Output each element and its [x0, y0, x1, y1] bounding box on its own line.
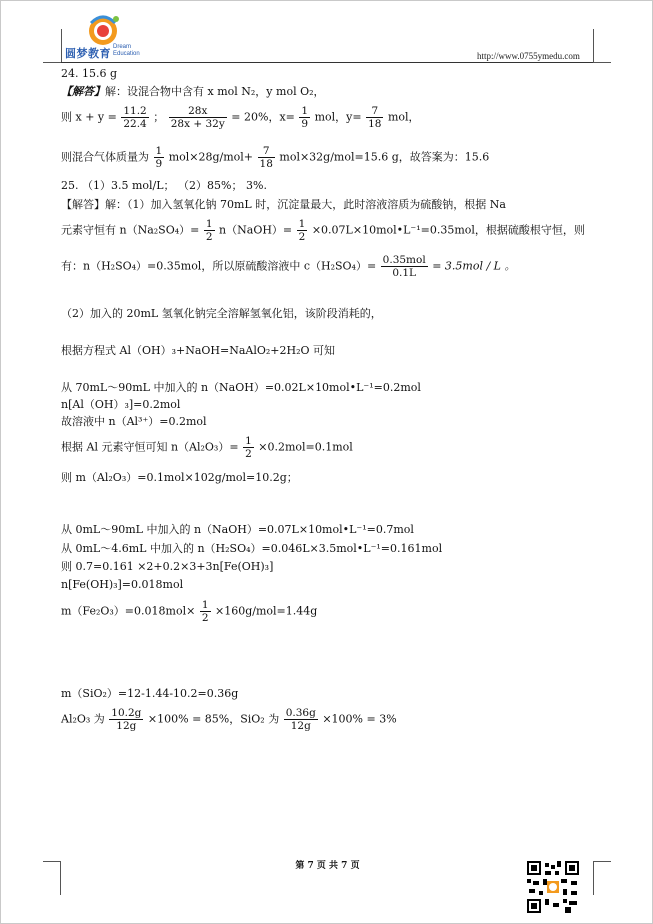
- numerator: 11.2: [123, 105, 147, 117]
- calc-line: 则 m（Al₂O₃）=0.1mol×102g/mol=10.2g；: [61, 471, 298, 484]
- text: ×0.2mol=0.1mol: [258, 440, 353, 454]
- numerator: 7: [258, 145, 275, 158]
- crop-mark: [43, 62, 61, 63]
- fraction: [109, 707, 143, 732]
- denominator: 28x + 32y: [170, 118, 225, 130]
- fraction: [297, 218, 308, 243]
- denominator: 12g: [290, 720, 311, 732]
- calc-line: [61, 435, 353, 460]
- calc-line: 从 0mL～4.6mL 中加入的 n（H₂SO₄）=0.046L×3.5mol•L⁻¹=0.161mol: [61, 542, 443, 555]
- logo-sub-line: Dream: [113, 44, 132, 50]
- fraction: [169, 105, 227, 130]
- calc-line: n[Al（OH）₃]=0.2mol: [61, 398, 181, 411]
- text: 有：n（H₂SO₄）=0.35mol，所以原硫酸溶液中 c（H₂SO₄）=: [61, 259, 377, 273]
- solution-24-intro: [61, 85, 325, 99]
- text: Al₂O₃ 为: [61, 712, 105, 726]
- solution-25-line1: 【解答】解：（1）加入氢氧化钠 70mL 时，沉淀量最大，此时溶液溶质为硫酸钠，根据 Na: [61, 198, 506, 211]
- calc-line: 则 0.7=0.161 ×2+0.2×3+3n[Fe(OH)₃]: [61, 560, 274, 573]
- fraction: [121, 105, 148, 130]
- numerator: 7: [366, 105, 383, 118]
- crop-mark: [593, 62, 611, 63]
- fraction: [284, 707, 318, 732]
- solution-25-line3: [61, 254, 515, 279]
- mass-line: [61, 145, 489, 170]
- text: ×100% = 3%: [322, 712, 397, 726]
- result-line: [61, 707, 397, 732]
- text: ；: [153, 110, 165, 124]
- denominator: 18: [259, 158, 273, 170]
- numerator: 0.35mol: [382, 254, 426, 266]
- text: mol，: [387, 110, 420, 124]
- fraction: [381, 254, 428, 279]
- denominator: 2: [298, 231, 306, 243]
- denominator: 2: [201, 612, 209, 624]
- fraction: [154, 145, 165, 170]
- numerator: 28x: [169, 105, 227, 118]
- denominator: 22.4: [123, 118, 147, 130]
- header-url[interactable]: http://www.0755ymedu.com: [477, 51, 580, 61]
- calc-line: [61, 599, 317, 624]
- denominator: 0.1L: [392, 267, 417, 279]
- text: ×160g/mol=1.44g: [215, 604, 318, 618]
- denominator: 18: [368, 118, 382, 130]
- numerator: 1: [301, 105, 309, 117]
- text: = 3.5mol / L 。: [432, 259, 516, 273]
- part2-intro: （2）加入的 20mL 氢氧化钠完全溶解氢氧化铝，该阶段消耗的，: [61, 307, 382, 320]
- numerator: 1: [245, 435, 252, 447]
- fraction: [366, 105, 383, 130]
- denominator: 12g: [116, 720, 137, 732]
- logo-subtitle: [113, 44, 140, 58]
- crop-mark: [43, 29, 62, 63]
- denominator: 9: [155, 158, 163, 170]
- text: n（NaOH）=: [219, 223, 293, 237]
- numerator: 1: [201, 599, 209, 611]
- numerator: 0.36g: [285, 707, 316, 719]
- equation-line: [61, 105, 420, 130]
- numerator: 1: [205, 218, 213, 230]
- logo-sub-line: Education: [113, 51, 140, 57]
- calc-line: 从 70mL～90mL 中加入的 n（NaOH）=0.02L×10mol•L⁻¹=0.2mol: [61, 381, 421, 394]
- calc-line: n[Fe(OH)₃]=0.018mol: [61, 578, 184, 591]
- solution-25-line2: [61, 218, 585, 243]
- text: 则混合气体质量为: [61, 150, 149, 164]
- fraction: [243, 435, 254, 460]
- calc-line: 从 0mL～90mL 中加入的 n（NaOH）=0.07L×10mol•L⁻¹=0.7mol: [61, 523, 414, 536]
- calc-line: m（SiO₂）=12-1.44-10.2=0.36g: [61, 687, 239, 700]
- text: 解：设混合物中含有 x mol N₂，y mol O₂，: [105, 85, 325, 98]
- text: 根据 Al 元素守恒可知 n（Al₂O₃）=: [61, 440, 239, 454]
- calc-line: 故溶液中 n（Al³⁺）=0.2mol: [61, 415, 207, 428]
- text: 元素守恒有 n（Na₂SO₄）=: [61, 223, 200, 237]
- denominator: 2: [205, 231, 213, 243]
- answer-25: 25. （1）3.5 mol/L； （2）85%； 3%.: [61, 179, 267, 192]
- fraction: [299, 105, 310, 130]
- solution-tag: 【解答】: [61, 85, 105, 98]
- fraction: [200, 599, 211, 624]
- fraction: [204, 218, 215, 243]
- denominator: 9: [301, 118, 309, 130]
- text: ×100% = 85%，SiO₂ 为: [147, 712, 280, 726]
- numerator: 10.2g: [111, 707, 142, 719]
- numerator: 1: [298, 218, 306, 230]
- fraction: [258, 145, 275, 170]
- denominator: 2: [245, 448, 252, 460]
- text: = 20%，x=: [231, 110, 295, 124]
- qr-code-icon: [525, 859, 581, 915]
- text: ×0.07L×10mol•L⁻¹=0.35mol，根据硫酸根守恒，则: [311, 223, 585, 237]
- header-divider: [61, 62, 593, 63]
- crop-mark: [593, 29, 594, 63]
- numerator: 1: [155, 145, 163, 157]
- equation-text: 根据方程式 Al（OH）₃+NaOH=NaAlO₂+2H₂O 可知: [61, 344, 336, 357]
- text: 则 x + y =: [61, 110, 117, 124]
- text: mol×32g/mol=15.6 g，故答案为：15.6: [279, 150, 490, 164]
- text: m（Fe₂O₃）=0.018mol×: [61, 604, 196, 618]
- page-number: 第 7 页 共 7 页: [295, 861, 360, 871]
- text: mol×28g/mol+: [168, 150, 254, 164]
- text: mol，y=: [314, 110, 362, 124]
- answer-24: 24. 15.6 g: [61, 67, 118, 80]
- logo-text: 圆梦教育: [65, 47, 111, 60]
